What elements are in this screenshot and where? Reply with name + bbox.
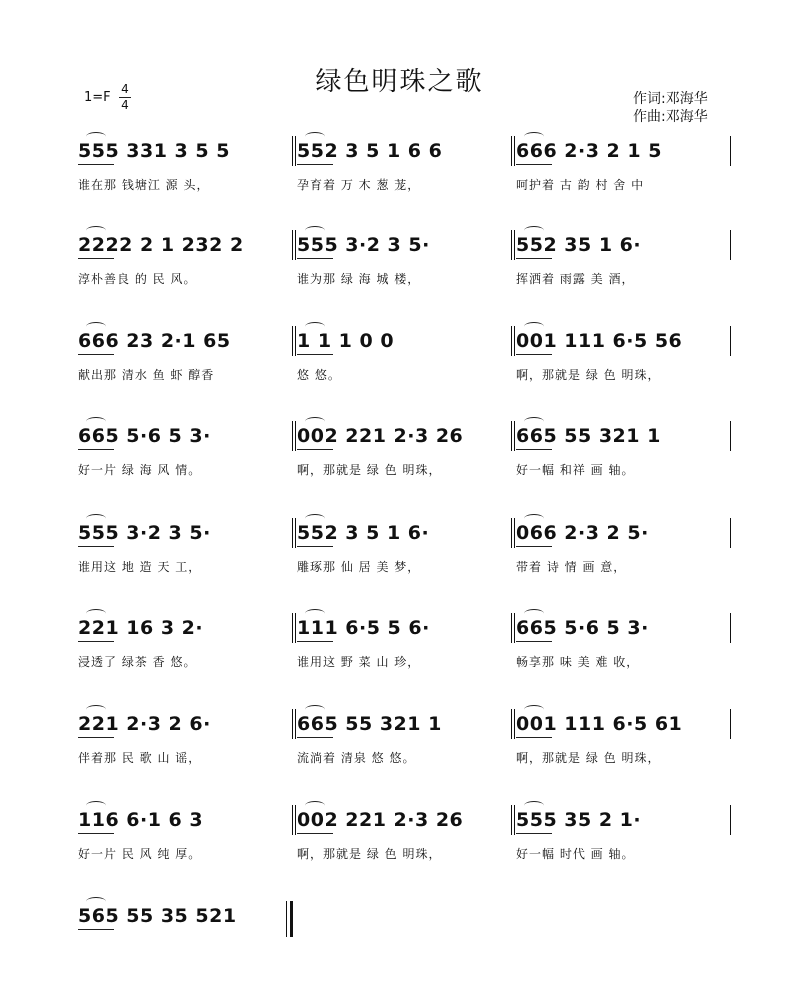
bar-line bbox=[295, 613, 296, 643]
measure-lyric: 好一幅 时代 画 轴。 bbox=[516, 847, 635, 861]
rhythm-underline bbox=[297, 258, 333, 259]
measure-notes: 001 111 6·5 61 bbox=[516, 713, 683, 735]
slur-arc bbox=[524, 801, 544, 810]
slur-arc bbox=[86, 705, 106, 714]
measure-lyric: 好一片 绿 海 风 情。 bbox=[78, 463, 202, 477]
measure-lyric: 献出那 清水 鱼 虾 醇香 bbox=[78, 368, 215, 382]
slur-arc bbox=[524, 609, 544, 618]
measure-notes: 555 3·2 3 5· bbox=[78, 522, 211, 544]
final-bar-line bbox=[290, 901, 293, 937]
measure-lyric: 啊，那就是 绿 色 明珠， bbox=[297, 463, 442, 477]
rhythm-underline bbox=[78, 449, 114, 450]
measure-notes: 552 35 1 6· bbox=[516, 234, 642, 256]
bar-line bbox=[286, 901, 287, 937]
rhythm-underline bbox=[78, 641, 114, 642]
slur-arc bbox=[524, 514, 544, 523]
measure-notes: 565 55 35 521 bbox=[78, 905, 237, 927]
bar-line bbox=[511, 518, 512, 548]
measure-notes: 221 2·3 2 6· bbox=[78, 713, 211, 735]
measure-lyric: 孕育着 万 木 葱 茏， bbox=[297, 178, 421, 192]
bar-line bbox=[730, 709, 731, 739]
key-signature: 1=F bbox=[84, 90, 111, 105]
slur-arc bbox=[86, 897, 106, 906]
rhythm-underline bbox=[297, 546, 333, 547]
rhythm-underline bbox=[516, 258, 552, 259]
bar-line bbox=[292, 230, 293, 260]
measure-lyric: 啊，那就是 绿 色 明珠， bbox=[297, 847, 442, 861]
score-row bbox=[0, 797, 799, 877]
measure-lyric: 啊，那就是 绿 色 明珠， bbox=[516, 751, 661, 765]
measure-notes: 665 55 321 1 bbox=[516, 425, 661, 447]
score-row bbox=[0, 318, 799, 398]
bar-line bbox=[730, 805, 731, 835]
slur-arc bbox=[305, 322, 325, 331]
bar-line bbox=[514, 805, 515, 835]
bar-line bbox=[511, 613, 512, 643]
measure-notes: 1 1 1 0 0 bbox=[297, 330, 395, 352]
bar-line bbox=[730, 326, 731, 356]
slur-arc bbox=[524, 322, 544, 331]
measure-notes: 221 16 3 2· bbox=[78, 617, 204, 639]
bar-line bbox=[292, 709, 293, 739]
score-row bbox=[0, 222, 799, 302]
bar-line bbox=[511, 805, 512, 835]
measure-lyric: 淳朴善良 的 民 风。 bbox=[78, 272, 197, 286]
measure-lyric: 浸透了 绿茶 香 悠。 bbox=[78, 655, 197, 669]
measure-notes: 555 331 3 5 5 bbox=[78, 140, 230, 162]
bar-line bbox=[295, 421, 296, 451]
measure-lyric: 挥洒着 雨露 美 酒， bbox=[516, 272, 635, 286]
bar-line bbox=[292, 613, 293, 643]
measure-lyric: 好一片 民 风 纯 厚。 bbox=[78, 847, 202, 861]
measure-notes: 111 6·5 5 6· bbox=[297, 617, 430, 639]
rhythm-underline bbox=[78, 354, 114, 355]
bar-line bbox=[514, 326, 515, 356]
bar-line bbox=[730, 136, 731, 166]
rhythm-underline bbox=[297, 354, 333, 355]
measure-lyric: 啊，那就是 绿 色 明珠， bbox=[516, 368, 661, 382]
measure-lyric: 呵护着 古 韵 村 舍 中 bbox=[516, 178, 645, 192]
measure-notes: 666 2·3 2 1 5 bbox=[516, 140, 662, 162]
bar-line bbox=[295, 709, 296, 739]
bar-line bbox=[295, 805, 296, 835]
bar-line bbox=[511, 709, 512, 739]
score-row bbox=[0, 510, 799, 590]
slur-arc bbox=[305, 705, 325, 714]
measure-notes: 665 5·6 5 3· bbox=[78, 425, 211, 447]
rhythm-underline bbox=[78, 737, 114, 738]
slur-arc bbox=[86, 801, 106, 810]
bar-line bbox=[295, 136, 296, 166]
measure-lyric: 流淌着 清泉 悠 悠。 bbox=[297, 751, 416, 765]
slur-arc bbox=[524, 417, 544, 426]
page-title: 绿色明珠之歌 bbox=[315, 67, 484, 98]
slur-arc bbox=[305, 417, 325, 426]
slur-arc bbox=[524, 705, 544, 714]
measure-notes: 552 3 5 1 6 6 bbox=[297, 140, 443, 162]
bar-line bbox=[511, 326, 512, 356]
bar-line bbox=[730, 613, 731, 643]
bar-line bbox=[730, 421, 731, 451]
rhythm-underline bbox=[78, 164, 114, 165]
measure-notes: 066 2·3 2 5· bbox=[516, 522, 649, 544]
bar-line bbox=[292, 421, 293, 451]
bar-line bbox=[292, 805, 293, 835]
bar-line bbox=[730, 230, 731, 260]
rhythm-underline bbox=[516, 833, 552, 834]
score-row bbox=[0, 893, 799, 973]
measure-notes: 2222 2 1 232 2 bbox=[78, 234, 244, 256]
rhythm-underline bbox=[297, 449, 333, 450]
score-row bbox=[0, 128, 799, 208]
measure-notes: 116 6·1 6 3 bbox=[78, 809, 204, 831]
bar-line bbox=[730, 518, 731, 548]
rhythm-underline bbox=[297, 164, 333, 165]
measure-notes: 552 3 5 1 6· bbox=[297, 522, 430, 544]
score-row bbox=[0, 413, 799, 493]
rhythm-underline bbox=[516, 546, 552, 547]
slur-arc bbox=[305, 801, 325, 810]
bar-line bbox=[511, 421, 512, 451]
bar-line bbox=[292, 136, 293, 166]
rhythm-underline bbox=[78, 833, 114, 834]
measure-notes: 001 111 6·5 56 bbox=[516, 330, 683, 352]
bar-line bbox=[292, 518, 293, 548]
slur-arc bbox=[305, 609, 325, 618]
measure-lyric: 谁用这 野 菜 山 珍， bbox=[297, 655, 421, 669]
slur-arc bbox=[305, 132, 325, 141]
lyricist-credit: 作词:邓海华 bbox=[633, 91, 708, 107]
bar-line bbox=[295, 518, 296, 548]
bar-line bbox=[295, 230, 296, 260]
slur-arc bbox=[305, 514, 325, 523]
rhythm-underline bbox=[516, 449, 552, 450]
measure-lyric: 畅享那 味 美 难 收， bbox=[516, 655, 640, 669]
rhythm-underline bbox=[78, 546, 114, 547]
measure-notes: 555 35 2 1· bbox=[516, 809, 642, 831]
meter-bottom: 4 bbox=[121, 98, 129, 112]
measure-lyric: 伴着那 民 歌 山 谣， bbox=[78, 751, 202, 765]
slur-arc bbox=[86, 417, 106, 426]
measure-notes: 002 221 2·3 26 bbox=[297, 425, 464, 447]
time-signature bbox=[119, 83, 131, 112]
measure-lyric: 带着 诗 情 画 意， bbox=[516, 560, 627, 574]
measure-notes: 555 3·2 3 5· bbox=[297, 234, 430, 256]
score-row bbox=[0, 605, 799, 685]
slur-arc bbox=[86, 322, 106, 331]
rhythm-underline bbox=[516, 737, 552, 738]
measure-lyric: 谁为那 绿 海 城 楼， bbox=[297, 272, 421, 286]
bar-line bbox=[514, 518, 515, 548]
measure-notes: 665 5·6 5 3· bbox=[516, 617, 649, 639]
measure-lyric: 谁在那 钱塘江 源 头， bbox=[78, 178, 210, 192]
bar-line bbox=[514, 613, 515, 643]
rhythm-underline bbox=[78, 929, 114, 930]
bar-line bbox=[511, 136, 512, 166]
slur-arc bbox=[86, 514, 106, 523]
credits bbox=[633, 90, 708, 126]
slur-arc bbox=[524, 132, 544, 141]
bar-line bbox=[292, 326, 293, 356]
slur-arc bbox=[86, 132, 106, 141]
measure-notes: 666 23 2·1 65 bbox=[78, 330, 231, 352]
rhythm-underline bbox=[297, 641, 333, 642]
measure-lyric: 雕琢那 仙 居 美 梦， bbox=[297, 560, 421, 574]
rhythm-underline bbox=[516, 354, 552, 355]
rhythm-underline bbox=[516, 641, 552, 642]
slur-arc bbox=[305, 226, 325, 235]
measure-lyric: 好一幅 和祥 画 轴。 bbox=[516, 463, 635, 477]
rhythm-underline bbox=[516, 164, 552, 165]
rhythm-underline bbox=[297, 833, 333, 834]
measure-lyric: 谁用这 地 造 天 工， bbox=[78, 560, 202, 574]
composer-credit: 作曲:邓海华 bbox=[633, 109, 708, 125]
bar-line bbox=[514, 230, 515, 260]
slur-arc bbox=[86, 226, 106, 235]
bar-line bbox=[295, 326, 296, 356]
bar-line bbox=[514, 709, 515, 739]
slur-arc bbox=[86, 609, 106, 618]
slur-arc bbox=[524, 226, 544, 235]
bar-line bbox=[514, 421, 515, 451]
bar-line bbox=[514, 136, 515, 166]
measure-lyric: 悠 悠。 bbox=[297, 368, 341, 382]
rhythm-underline bbox=[78, 258, 114, 259]
rhythm-underline bbox=[297, 737, 333, 738]
measure-notes: 002 221 2·3 26 bbox=[297, 809, 464, 831]
measure-notes: 665 55 321 1 bbox=[297, 713, 442, 735]
meter-top: 4 bbox=[121, 82, 129, 96]
bar-line bbox=[511, 230, 512, 260]
score-row bbox=[0, 701, 799, 781]
